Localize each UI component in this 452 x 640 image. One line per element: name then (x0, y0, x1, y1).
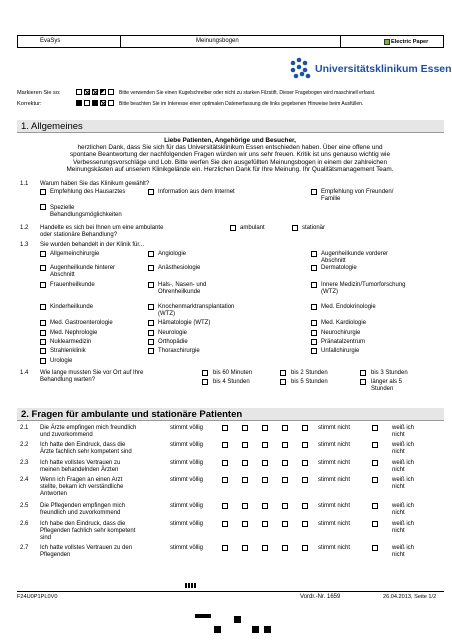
option-label: Empfehlung von Freunden/ (321, 189, 394, 195)
scale-left-anchor: stimmt völlig (170, 477, 204, 483)
scale-right-anchor: stimmt nicht (318, 460, 351, 466)
option-label: Stunden (371, 386, 394, 392)
rating-checkbox[interactable] (242, 460, 248, 466)
not-known-checkbox[interactable] (372, 503, 378, 509)
section-title: 1. Allgemeines (21, 121, 83, 132)
rating-checkbox[interactable] (242, 442, 248, 448)
question-text: Ich hatte vollstes Vertrauen zu den (40, 545, 133, 551)
rating-checkbox[interactable] (302, 521, 308, 527)
scale-left-anchor: stimmt völlig (170, 545, 204, 551)
scale-left-anchor: stimmt völlig (170, 442, 204, 448)
checkbox[interactable] (40, 348, 46, 354)
rating-checkbox[interactable] (242, 503, 248, 509)
option-label: Allgemeinchirurgie (50, 251, 100, 257)
intro-line: spontane Beantwortung der nachfolgenden Fragen würden wir uns sehr freuen. Kritik ist uns genauso wichtig wie (69, 151, 391, 159)
rating-checkbox[interactable] (242, 425, 248, 431)
not-known-label: nicht (392, 449, 405, 455)
question-text: Ich hatte vollstes Vertrauen zu (40, 460, 121, 466)
not-known-label: nicht (392, 510, 405, 516)
scale-left-anchor: stimmt völlig (170, 425, 204, 431)
checkbox[interactable] (148, 189, 154, 195)
not-known-label: weiß ich (392, 460, 415, 466)
rating-checkbox[interactable] (222, 460, 228, 466)
option-label: Familie (321, 196, 341, 202)
not-known-label: weiß ich (392, 442, 415, 448)
checkbox[interactable] (148, 265, 154, 271)
correction-label: Korrektur: (17, 101, 42, 107)
option-label: Urologie (50, 358, 73, 364)
checkbox[interactable] (40, 339, 46, 345)
scale-left-anchor: stimmt völlig (170, 503, 204, 509)
checkbox[interactable] (230, 225, 236, 231)
option-label: Information aus dem Internet (158, 189, 235, 195)
question-text: Pflegenden (40, 552, 71, 558)
checkbox[interactable] (40, 204, 46, 210)
rating-checkbox[interactable] (222, 477, 228, 483)
question-number: 1.1 (20, 181, 29, 187)
not-known-checkbox[interactable] (372, 442, 378, 448)
question-number: 1.3 (20, 242, 29, 248)
not-known-label: nicht (392, 467, 405, 473)
rating-checkbox[interactable] (262, 521, 268, 527)
rating-checkbox[interactable] (302, 545, 308, 551)
checkbox[interactable] (148, 330, 154, 336)
checkbox[interactable] (40, 282, 46, 288)
rating-checkbox[interactable] (302, 477, 308, 483)
question-text: und zuvorkommend (40, 432, 93, 438)
footer-vordr: Vordr.-Nr. 1659 (300, 594, 341, 600)
option-label: bis 4 Stunden (213, 379, 250, 385)
rating-checkbox[interactable] (262, 442, 268, 448)
question-text: Sie wurden behandelt in der Klinik für... (40, 242, 145, 248)
rating-checkbox[interactable] (282, 545, 288, 551)
checkbox[interactable] (148, 348, 154, 354)
checkbox[interactable] (40, 330, 46, 336)
checkbox[interactable] (202, 370, 208, 376)
rating-checkbox[interactable] (282, 442, 288, 448)
checkbox[interactable] (360, 379, 366, 385)
checkbox[interactable] (40, 265, 46, 271)
checkbox[interactable] (311, 189, 317, 195)
question-number: 2.3 (20, 460, 29, 466)
option-label: länger als 5 (371, 379, 403, 385)
scale-right-anchor: stimmt nicht (318, 425, 351, 431)
electric-paper-icon (384, 39, 390, 45)
checkbox[interactable] (311, 282, 317, 288)
marking-label: Markieren Sie so: (17, 90, 61, 96)
question-number: 1.2 (20, 225, 29, 231)
rating-checkbox[interactable] (282, 521, 288, 527)
checkbox[interactable] (311, 320, 317, 326)
option-label: Angiologie (158, 251, 187, 257)
question-text: Handelte es sich bei Ihnen um eine ambulante (40, 225, 164, 231)
footer-line (17, 591, 444, 592)
page-marker (195, 614, 211, 618)
checkbox[interactable] (148, 251, 154, 257)
rating-checkbox[interactable] (262, 477, 268, 483)
scale-left-anchor: stimmt völlig (170, 460, 204, 466)
question-text: Warum haben Sie das Klinikum gewählt? (40, 181, 150, 187)
checkbox[interactable] (311, 348, 317, 354)
rating-checkbox[interactable] (282, 477, 288, 483)
intro-line: herzlichen Dank, dass Sie sich für das Universitätsklinikum Essen entschieden haben. Über eine offene und (77, 144, 383, 152)
registration-mark (264, 626, 271, 633)
logo-mark-icon (288, 57, 314, 81)
option-label: Innere Medizin/Tumorforschung (321, 282, 406, 288)
question-text: oder stationäre Behandlung? (40, 232, 118, 238)
rating-checkbox[interactable] (222, 503, 228, 509)
barcode-mark (185, 583, 197, 588)
option-label: Med. Endokrinologie (321, 304, 376, 310)
rating-checkbox[interactable] (282, 425, 288, 431)
intro-line: Verbesserungsvorschläge und Lob. Bitte werfen Sie den ausgefüllten Meinungsbogen in einem der zahlreichen (72, 158, 388, 166)
option-label: Hals-, Nasen- und (158, 282, 207, 288)
question-number: 1.4 (20, 370, 29, 376)
option-label: bis 60 Minuten (213, 370, 253, 376)
scale-right-anchor: stimmt nicht (318, 521, 351, 527)
not-known-label: nicht (392, 484, 405, 490)
checkbox[interactable] (311, 265, 317, 271)
rating-checkbox[interactable] (302, 460, 308, 466)
not-known-checkbox[interactable] (372, 477, 378, 483)
question-text: Ich hatte den Eindruck, dass die (40, 442, 126, 448)
section-general (17, 120, 444, 133)
option-label: ambulant (240, 225, 265, 231)
option-label: Nuklearmedizin (50, 339, 92, 345)
not-known-checkbox[interactable] (372, 521, 378, 527)
checkbox[interactable] (360, 370, 366, 376)
section-patients (17, 408, 444, 421)
footer-code: F24U0P1PL0V0 (17, 594, 58, 600)
option-label: Hämatologie (WTZ) (158, 320, 211, 326)
not-known-label: nicht (392, 528, 405, 534)
option-label: Empfehlung des Hausarztes (50, 189, 126, 195)
option-label: Pränatalzentrum (321, 339, 366, 345)
question-text: Pflegenden fachlich sehr kompetent (40, 528, 136, 534)
not-known-label: weiß ich (392, 503, 415, 509)
header-left: EvaSys (40, 38, 61, 44)
rating-checkbox[interactable] (262, 545, 268, 551)
rating-checkbox[interactable] (262, 425, 268, 431)
question-number: 2.2 (20, 442, 29, 448)
not-known-label: weiß ich (392, 545, 415, 551)
option-label: (WTZ) (321, 289, 338, 295)
section-title: 2. Fragen für ambulante und stationäre Patienten (21, 409, 243, 420)
correction-text: Bitte beachten Sie im Interesse einer optimalen Datenerfassung die links gegebenen Hinweise beim Ausfüllen. (119, 101, 364, 107)
option-label: Unfallchirurgie (321, 348, 360, 354)
checkbox[interactable] (148, 304, 154, 310)
question-text: Behandlung warten? (40, 377, 96, 383)
registration-mark (252, 626, 259, 633)
checkbox[interactable] (280, 370, 286, 376)
question-text: sind (40, 535, 52, 541)
checkbox[interactable] (40, 189, 46, 195)
scale-right-anchor: stimmt nicht (318, 503, 351, 509)
question-text: Antworten (40, 491, 68, 497)
checkbox[interactable] (40, 304, 46, 310)
checkbox[interactable] (292, 225, 298, 231)
option-label: Med. Kardiologie (321, 320, 367, 326)
not-known-label: weiß ich (392, 425, 415, 431)
logo-text: Universitätsklinikum Essen (315, 63, 452, 75)
option-label: bis 3 Stunden (371, 370, 408, 376)
option-label: Neurologie (158, 330, 188, 336)
option-label: Med. Gastroenterologie (50, 320, 113, 326)
checkbox[interactable] (311, 330, 317, 336)
not-known-label: nicht (392, 432, 405, 438)
scale-left-anchor: stimmt völlig (170, 521, 204, 527)
rating-checkbox[interactable] (262, 460, 268, 466)
question-number: 2.6 (20, 521, 29, 527)
option-label: Ohrenheilkunde (158, 289, 201, 295)
question-text: meinen behandelnden Ärzten (40, 467, 119, 473)
checkbox[interactable] (40, 251, 46, 257)
not-known-checkbox[interactable] (372, 545, 378, 551)
checkbox[interactable] (311, 339, 317, 345)
option-label: Spezielle (50, 205, 75, 211)
checkbox[interactable] (40, 320, 46, 326)
option-label: Abschnitt (50, 272, 75, 278)
question-text: Ich habe den Eindruck, dass die (40, 521, 126, 527)
question-text: Wenn ich Fragen an einen Arzt (40, 477, 123, 483)
rating-checkbox[interactable] (222, 442, 228, 448)
not-known-checkbox[interactable] (372, 425, 378, 431)
registration-mark (234, 616, 241, 623)
scale-right-anchor: stimmt nicht (318, 442, 351, 448)
option-label: Behandlungsmöglichkeiten (50, 212, 122, 218)
option-label: Augenheilkunde hinterer (50, 265, 116, 271)
rating-checkbox[interactable] (302, 503, 308, 509)
checkbox[interactable] (148, 320, 154, 326)
checkbox[interactable] (148, 339, 154, 345)
option-label: Augenheilkunde vorderer (321, 251, 389, 257)
registration-mark (214, 626, 221, 633)
question-number: 2.4 (20, 477, 29, 483)
not-known-label: weiß ich (392, 521, 415, 527)
rating-checkbox[interactable] (302, 425, 308, 431)
question-text: Die Pflegenden empfingen mich (40, 503, 126, 509)
option-label: (WTZ) (158, 311, 175, 317)
intro-text (20, 137, 440, 173)
option-label: bis 5 Stunden (291, 379, 328, 385)
checkbox[interactable] (311, 251, 317, 257)
option-label: Dermatologie (321, 265, 357, 271)
scale-right-anchor: stimmt nicht (318, 545, 351, 551)
question-number: 2.7 (20, 545, 29, 551)
rating-checkbox[interactable] (242, 545, 248, 551)
option-label: Anästhesiologie (158, 265, 201, 271)
university-logo (288, 56, 452, 82)
question-text: Die Ärzte empfingen mich freundlich (40, 425, 137, 431)
scale-right-anchor: stimmt nicht (318, 477, 351, 483)
option-label: bis 2 Stunden (291, 370, 328, 376)
option-label: Knochenmarktransplantation (158, 304, 235, 310)
not-known-label: nicht (392, 552, 405, 558)
option-label: stationär (302, 225, 326, 231)
rating-checkbox[interactable] (222, 425, 228, 431)
checkbox[interactable] (148, 282, 154, 288)
not-known-checkbox[interactable] (372, 460, 378, 466)
option-label: Orthopädie (158, 339, 188, 345)
question-number: 2.1 (20, 425, 29, 431)
rating-checkbox[interactable] (222, 545, 228, 551)
question-text: stellte, bekam ich verständliche (40, 484, 124, 490)
checkbox[interactable] (280, 379, 286, 385)
greeting: Liebe Patienten, Angehörige und Besucher, (164, 137, 296, 144)
footer-date: 26.04.2013, Seite 1/2 (383, 594, 437, 600)
rating-checkbox[interactable] (262, 503, 268, 509)
rating-checkbox[interactable] (242, 521, 248, 527)
not-known-label: weiß ich (392, 477, 415, 483)
intro-line: Meinungskästen auf unserem Klinikgelände ein. Herzlichen Dank für Ihre Meinung. Ihr Qualitätsmanagement Team. (66, 165, 394, 173)
header-title: Meinungsbogen (196, 38, 239, 44)
rating-checkbox[interactable] (302, 442, 308, 448)
marking-text: Bitte verwenden Sie einen Kugelschreiber oder nicht zu starken Filzstift. Dieser Fragebogen wird maschinell erfasst. (119, 90, 376, 96)
rating-checkbox[interactable] (222, 521, 228, 527)
rating-checkbox[interactable] (282, 503, 288, 509)
option-label: Frauenheilkunde (50, 282, 95, 288)
rating-checkbox[interactable] (282, 460, 288, 466)
checkbox[interactable] (202, 379, 208, 385)
option-label: Thoraxchirurgie (158, 348, 200, 354)
question-text: Wie lange mussten Sie vor Ort auf Ihre (40, 370, 144, 376)
question-text: Ärzte fachlich sehr kompetent sind (40, 449, 132, 455)
option-label: Neurochirurgie (321, 330, 361, 336)
option-label: Med. Nephrologie (50, 330, 98, 336)
option-label: Kinderheilkunde (50, 304, 94, 310)
question-text: freundlich und zuvorkommend (40, 510, 121, 516)
header-brand: Electric Paper (391, 39, 429, 45)
checkbox[interactable] (40, 358, 46, 364)
rating-checkbox[interactable] (242, 477, 248, 483)
option-label: Abschnitt (321, 258, 346, 264)
option-label: Strahlenklinik (50, 348, 86, 354)
checkbox[interactable] (311, 304, 317, 310)
question-number: 2.5 (20, 503, 29, 509)
